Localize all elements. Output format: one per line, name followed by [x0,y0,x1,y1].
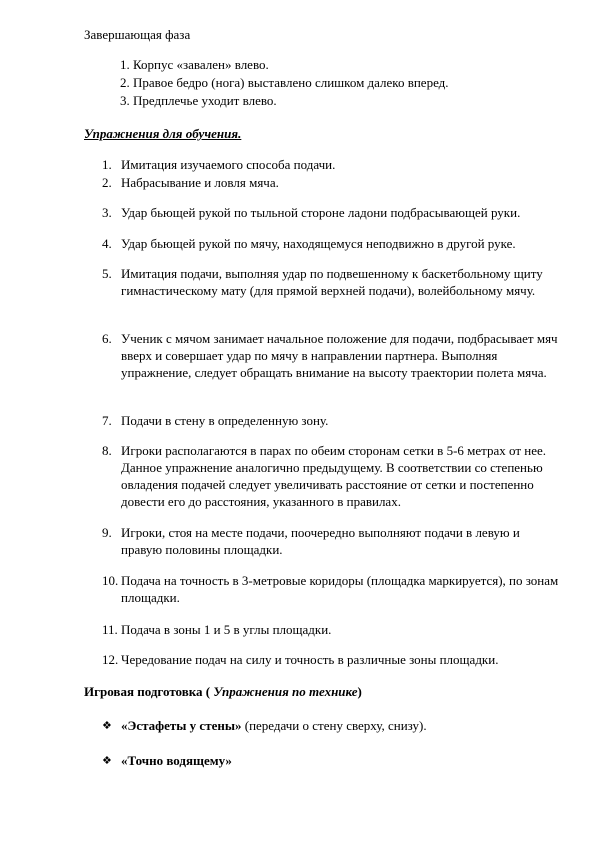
exercise-number: 5. [102,266,112,281]
bullet-text: «Эстафеты у стены» (передачи о стену сверху, снизу). [121,718,427,733]
exercise-number: 6. [102,331,112,346]
exercise-text: Удар бьющей рукой по мячу, находящемуся неподвижно в другой руке. [121,236,516,251]
faults-list [120,56,449,110]
exercise-text: Имитация изучаемого способа подачи. [121,157,336,172]
exercise-number: 10. [102,573,119,588]
fault-item: 3. Предплечье уходит влево. [120,93,277,108]
exercise-text: Подачи в стену в определенную зону. [121,413,329,428]
exercise-text: Удар бьющей рукой по тыльной стороне ладони подбрасывающей руки. [121,205,521,220]
exercise-text: Игроки, стоя на месте подачи, поочередно выполняют подачи в левую и правую половины площадки. [121,525,520,557]
exercise-text: Подача на точность в 3-метровые коридоры (площадка маркируется), по зонам площадки. [121,573,559,605]
fault-item: 1. Корпус «завален» влево. [120,57,269,72]
exercise-text: Ученик с мячом занимает начальное положение для подачи, подбрасывает мяч вверх и совершает удар по мячу в направлении партнера. Выполняя упражнение, следует обращать внимание на высоту траектории полета мяча. [121,331,558,380]
exercise-text: Игроки располагаются в парах по обеим сторонам сетки в 5-6 метрах от нее. Данное упражнение аналогично предыдущему. В соответствии со степенью овладения подачей следует увеличивать расстояние от сетки и постепенно довести его до расстояния, указанного в правилах. [121,443,547,509]
diamond-bullet-icon: ❖ [102,719,112,732]
exercise-number: 8. [102,443,112,458]
exercise-number: 7. [102,413,112,428]
game-prep-label: Игровая подготовка [84,684,203,699]
exercises-title: Упражнения для обучения. [84,126,242,141]
fault-item: 2. Правое бедро (нога) выставлено слишком далеко вперед. [120,75,449,90]
exercise-text: Чередование подач на силу и точность в различные зоны площадки. [121,652,499,667]
game-prep-heading [84,683,362,700]
section-heading: Завершающая фаза [84,27,191,42]
exercise-text: Набрасывание и ловля мяча. [121,175,279,190]
exercise-number: 12. [102,652,119,667]
exercise-number: 1. [102,157,112,172]
exercise-text: Подача в зоны 1 и 5 в углы площадки. [121,622,332,637]
exercise-text: Имитация подачи, выполняя удар по подвешенному к баскетбольному щиту гимнастическому мату (для прямой верхней подачи), волейбольному мячу. [121,266,543,298]
game-prep-subtitle: Упражнения по технике [213,684,358,699]
exercise-number: 9. [102,525,112,540]
game-prep-paren-open: ( [202,684,214,699]
diamond-bullet-icon: ❖ [102,754,112,767]
game-prep-paren-close: ) [357,684,362,699]
exercise-number: 4. [102,236,112,251]
exercise-number: 11. [102,622,118,637]
exercise-number: 2. [102,175,112,190]
exercise-number: 3. [102,205,112,220]
bullet-text: «Точно водящему» [121,753,232,768]
